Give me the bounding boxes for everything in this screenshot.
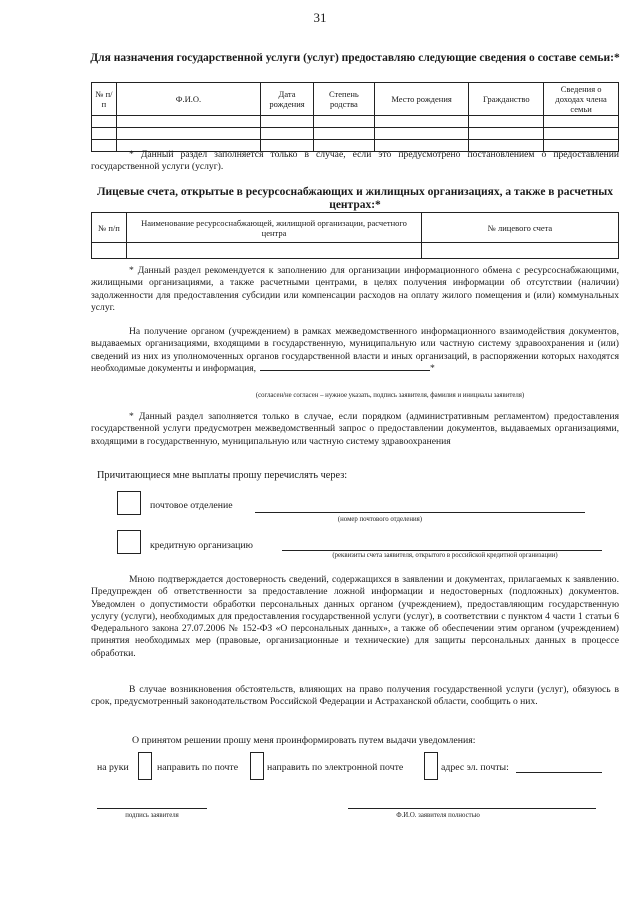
col-number: № п/п	[92, 213, 127, 243]
full-name-line[interactable]	[348, 808, 596, 809]
notify-hand-checkbox[interactable]	[138, 752, 152, 780]
credit-label: кредитную организацию	[150, 540, 253, 551]
email-address-field[interactable]	[516, 772, 602, 773]
family-note: * Данный раздел заполняется только в случае, если это предусмотрено постановлением о предоставлении государственной услуги (услуг).	[91, 149, 619, 173]
full-name-label: Ф.И.О. заявителя полностью	[396, 812, 480, 819]
consent-line[interactable]	[260, 370, 430, 371]
accounts-note: * Данный раздел рекомендуется к заполнению для организации информационного обмена с ресурсоснабжающими, жилищными организациями, а также расчетными центрами, в целях получения информации об отсутствии (наличии) задолженности для предоставления субсидии или компенсации расходов на оплату жилого помещения и (или) коммунальных услуг.	[91, 265, 619, 313]
consent-hint: (согласен/не согласен – нужное указать, подпись заявителя, фамилия и инициалы заявителя)	[255, 392, 525, 399]
page-number: 31	[313, 10, 327, 25]
consent-text	[91, 326, 619, 375]
credit-checkbox[interactable]	[117, 530, 141, 554]
notify-option-email: направить по электронной почте	[267, 762, 404, 773]
accounts-heading: Лицевые счета, открытые в ресурсоснабжающих и жилищных организациях, а также в расчетных центрах:*	[96, 186, 613, 211]
col-birthplace: Место рождения	[374, 83, 469, 116]
family-heading: Для назначения государственной услуги (услуг) предоставляю следующие сведения о составе семьи:*	[90, 52, 620, 64]
post-hint: (номер почтового отделения)	[337, 516, 423, 523]
col-relation: Степень родства	[313, 83, 374, 116]
payments-intro: Причитающиеся мне выплаты прошу перечислять через:	[97, 470, 348, 481]
notify-email-address-label: адрес эл. почты:	[441, 762, 509, 773]
col-org-name: Наименование ресурсоснабжающей, жилищной организации, расчетного центра	[127, 213, 422, 243]
accounts-table	[91, 212, 619, 259]
notify-option-post: направить по почте	[157, 762, 239, 773]
post-checkbox[interactable]	[117, 491, 141, 515]
accounts-table-header	[92, 213, 619, 243]
post-label: почтовое отделение	[150, 500, 233, 511]
table-row[interactable]	[92, 128, 619, 140]
col-birthdate: Дата рождения	[261, 83, 314, 116]
notify-post-checkbox[interactable]	[250, 752, 264, 780]
signature-label: подпись заявителя	[125, 812, 179, 819]
table-row[interactable]	[92, 116, 619, 128]
col-citizenship: Гражданство	[469, 83, 544, 116]
family-table	[91, 82, 619, 152]
confirm-paragraph-1: Мною подтверждается достоверность сведений, содержащихся в заявлении и документах, прилагаемых к заявлению. Предупрежден об ответственности за предоставление ложной информации и недостоверных (подложных) документов. Уведомлен о допустимости обработки персональных данных органом (учреждением), предоставляющим государственную услугу (услуги), необходимых для предоставления государственной услуги (услуг), в соответствии с пунктом 4 части 1 статьи 6 Федерального закона 27.07.2006 № 152-ФЗ «О персональных данных», а также об обеспечении этим органом (учреждением) принятия необходимых мер (правовые, организационные и технические) для защиты персональных данных в процессе обработки.	[91, 574, 619, 659]
credit-hint: (реквизиты счета заявителя, открытого в российской кредитной организации)	[332, 552, 558, 559]
confirm-paragraph-2: В случае возникновения обстоятельств, влияющих на право получения государственной услуги (услуг), обязуюсь в срок, предусмотренный законодательством Российской Федерации и Астраханской области, сообщить о них.	[91, 684, 619, 708]
consent-note: * Данный раздел заполняется только в случае, если порядком (административным регламентом) предоставления государственной услуги предусмотрен межведомственный запрос о предоставлении документов, выдаваемых организациями, входящими в государственную, муниципальную или частную систему здравоохранения	[91, 411, 619, 447]
col-income: Сведения о доходах члена семьи	[544, 83, 619, 116]
table-row[interactable]	[92, 243, 619, 259]
col-number: № п/п	[92, 83, 117, 116]
family-table-header	[92, 83, 619, 116]
consent-star: *	[430, 362, 435, 374]
consent-body: На получение органом (учреждением) в рамках межведомственного информационного взаимодействия документов, выдаваемых организациями, входящими в государственную, муниципальную или частную систему здравоохранения и (или) сведений из них из уполномоченных органов государственной власти и иных организаций, в распоряжении которых находятся необходимые документы и информация,	[91, 326, 619, 374]
col-account-number: № лицевого счета	[422, 213, 619, 243]
signature-line[interactable]	[97, 808, 207, 809]
col-fio: Ф.И.О.	[116, 83, 260, 116]
notify-intro: О принятом решении прошу меня проинформировать путем выдачи уведомления:	[132, 735, 476, 746]
notify-email-checkbox[interactable]	[424, 752, 438, 780]
post-number-field[interactable]	[255, 512, 585, 513]
notify-option-hand: на руки	[97, 762, 129, 773]
credit-details-field[interactable]	[282, 550, 602, 551]
